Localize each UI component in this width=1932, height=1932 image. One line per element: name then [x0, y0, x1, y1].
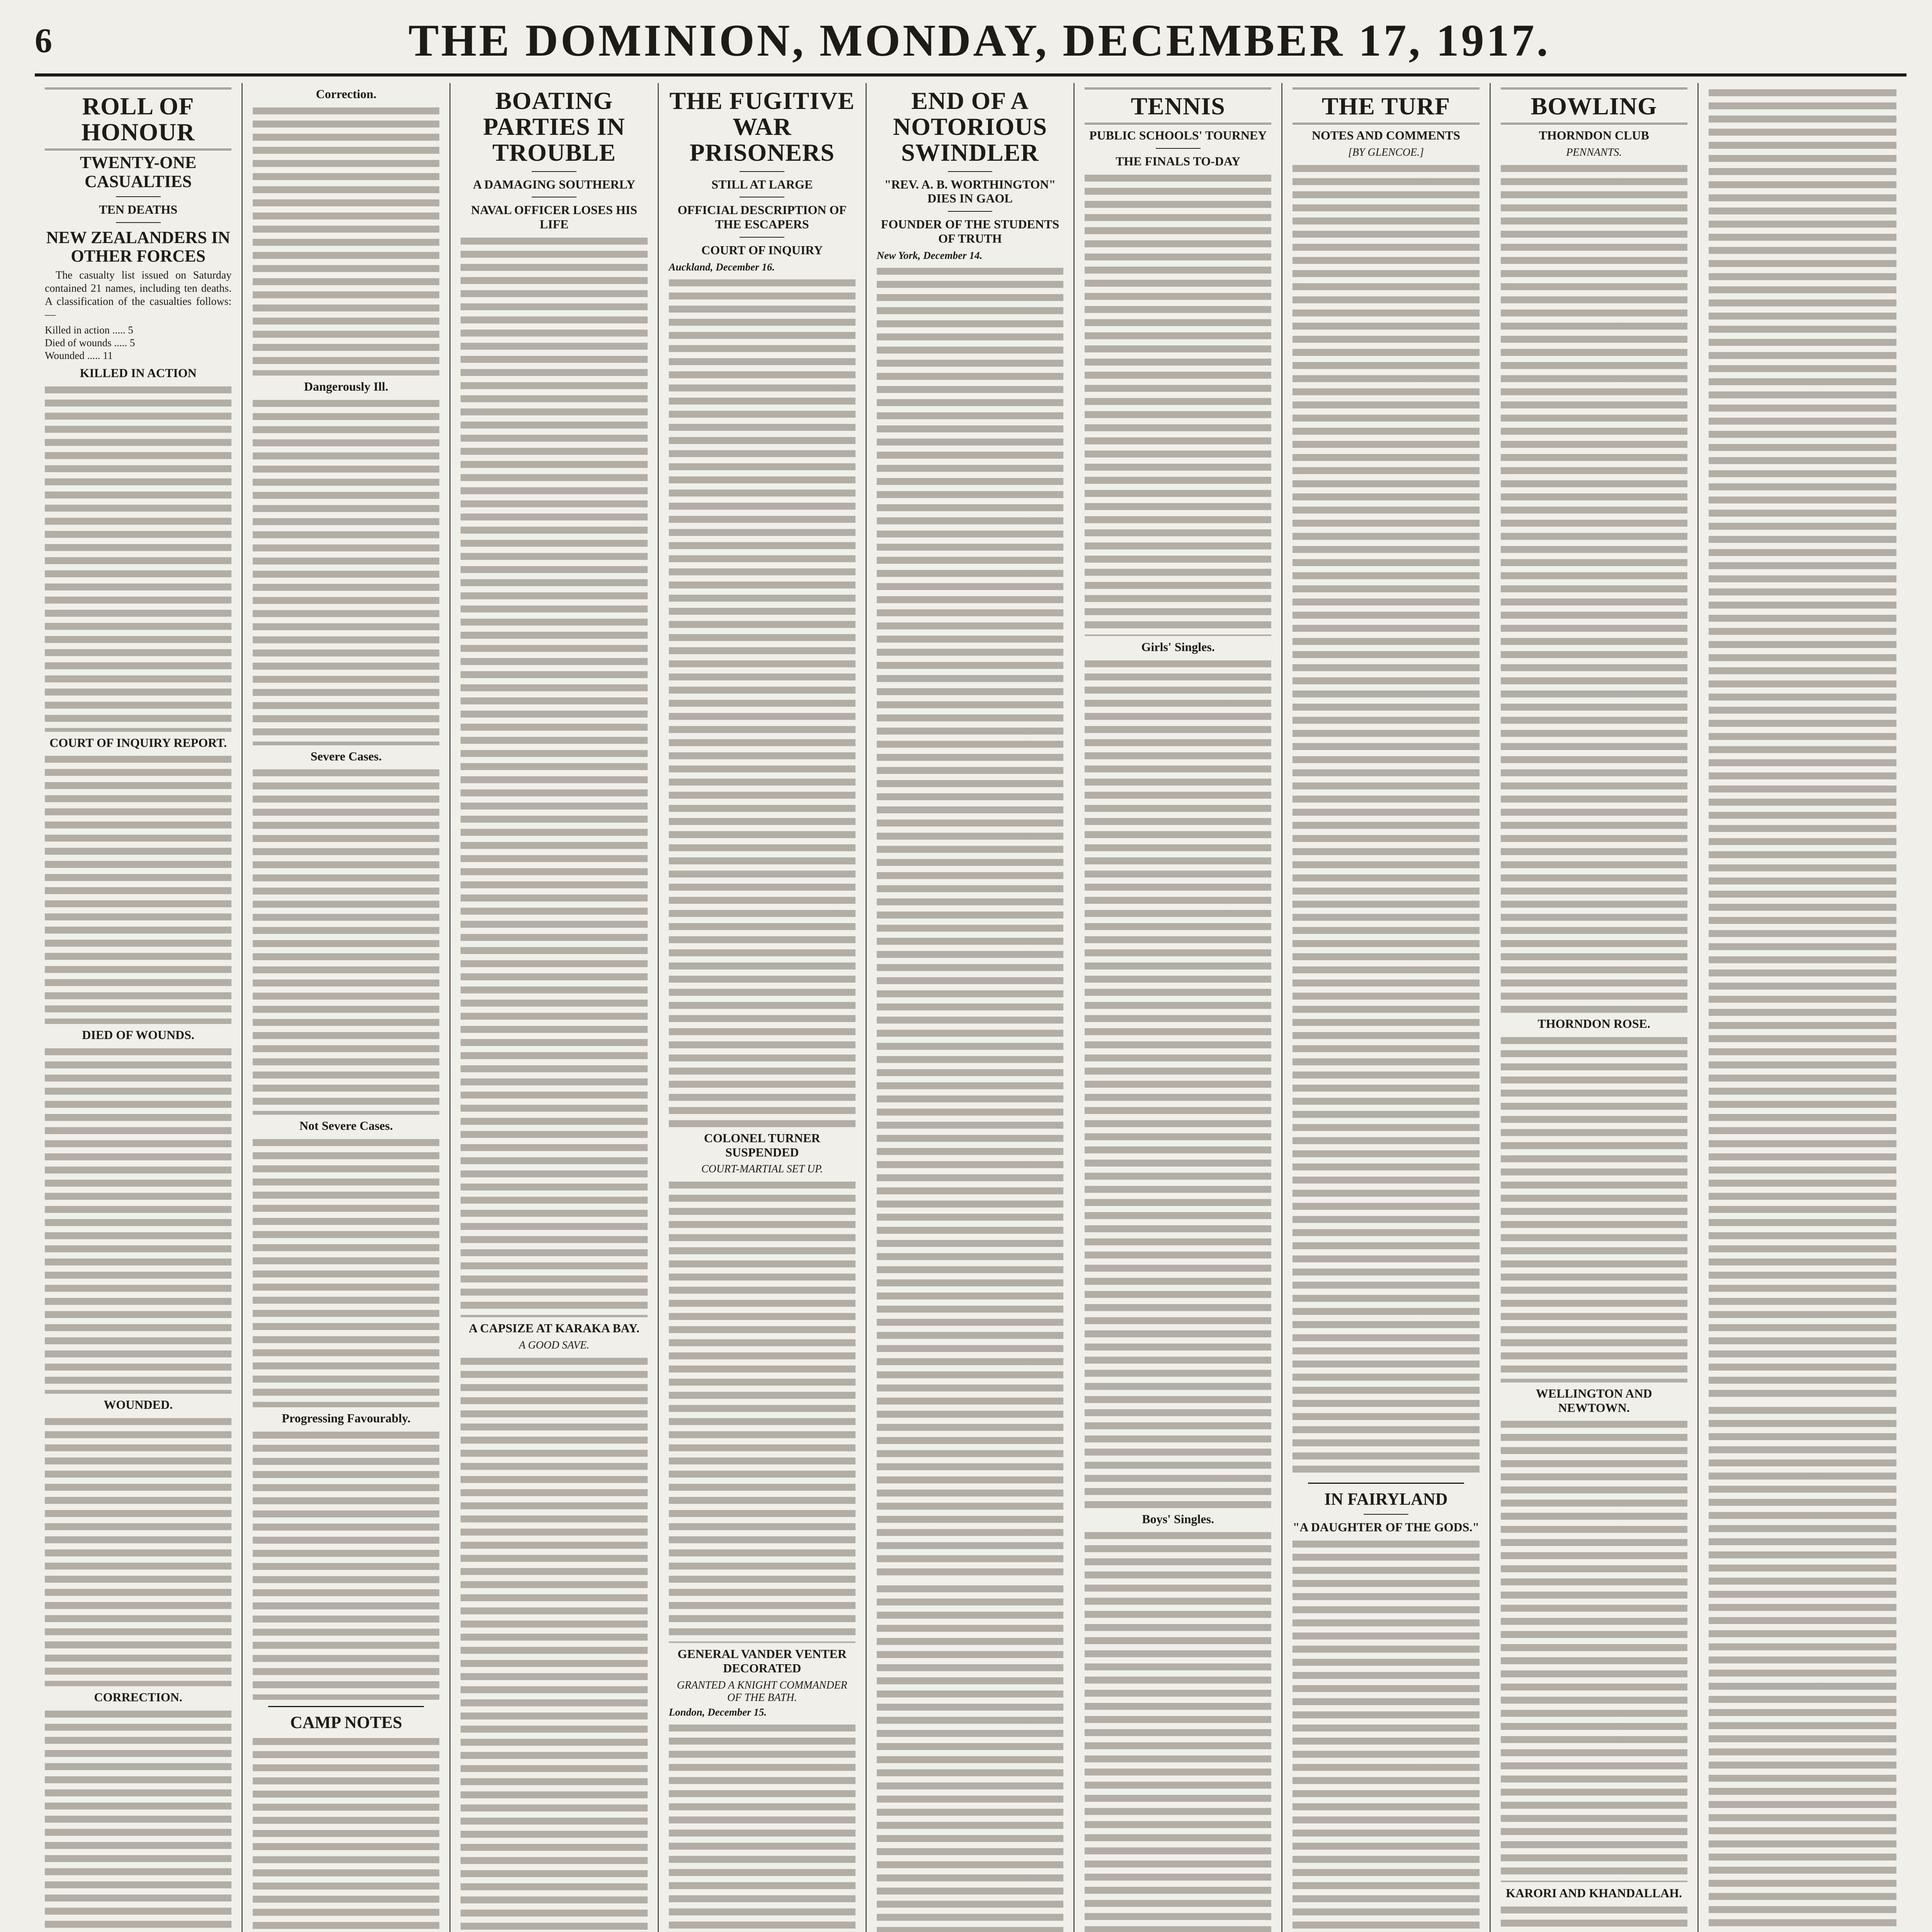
text-block: [1293, 163, 1479, 1476]
subhead-damaging-southerly: A DAMAGING SOUTHERLY: [473, 177, 636, 191]
headline-vander-venter: GENERAL VANDER VENTER DECORATED: [677, 1647, 847, 1675]
divider: [948, 171, 993, 172]
subhead-notes-comments: NOTES AND COMMENTS: [1311, 128, 1460, 143]
subhead-knight-commander: GRANTED A KNIGHT COMMANDER OF THE BATH.: [677, 1679, 847, 1704]
divider: [1364, 1514, 1408, 1515]
text-block: [45, 753, 231, 1024]
column-turf: [1282, 83, 1490, 1932]
text-block: [253, 1429, 439, 1700]
divider: [1308, 1483, 1464, 1484]
subhead-worthington: "REV. A. B. WORTHINGTON" DIES IN GAOL: [884, 177, 1056, 206]
divider: [116, 196, 161, 197]
text-block: [1085, 172, 1271, 636]
section-killed: KILLED IN ACTION: [80, 366, 197, 380]
text-block: [45, 1416, 231, 1686]
section-wellington-newtown: WELLINGTON AND NEWTOWN.: [1536, 1386, 1652, 1415]
section-progressing: Progressing Favourably.: [282, 1411, 411, 1425]
headline-boating-parties: BOATING PARTIES IN TROUBLE: [483, 87, 625, 167]
text-block: [1709, 1405, 1896, 1932]
divider: [948, 211, 993, 212]
byline-glencoe: [BY GLENCOE.]: [1348, 146, 1424, 158]
text-block: [1293, 1538, 1479, 1932]
newspaper-title: THE DOMINION, MONDAY, DECEMBER 17, 1917.: [408, 15, 1551, 66]
text-block: [253, 767, 439, 1115]
text-block: [1501, 1418, 1687, 1882]
subhead-students-of-truth: FOUNDER OF THE STUDENTS OF TRUTH: [881, 217, 1060, 245]
tally-killed: Killed in action ..... 5: [45, 324, 133, 336]
section-wounded: WOUNDED.: [104, 1398, 173, 1412]
text-block: [877, 265, 1063, 1579]
page-number: 6: [35, 21, 52, 60]
text-block: [877, 1583, 1063, 1932]
subhead-casualties: TWENTY-ONE CASUALTIES: [80, 153, 197, 191]
headline-bowling: BOWLING: [1501, 88, 1687, 124]
text-block: [253, 1137, 439, 1407]
text-block: [1501, 163, 1687, 1013]
column-swindler: [867, 83, 1075, 1932]
dateline-london: London, December 15.: [668, 1706, 767, 1718]
columns: [35, 83, 1906, 1932]
subhead-court-of-inquiry: COURT OF INQUIRY: [701, 243, 823, 257]
text-block: [45, 384, 231, 732]
subhead-pennants: PENNANTS.: [1566, 146, 1622, 158]
text-block: [669, 1179, 855, 1643]
text-block: [669, 277, 855, 1127]
column-tennis: [1075, 83, 1282, 1932]
article-lead: The casualty list issued on Saturday contained 21 names, including ten deaths. A classification of the casualties follows:—: [45, 269, 232, 321]
subhead-other-forces: NEW ZEALANDERS IN OTHER FORCES: [46, 228, 230, 266]
section-died: DIED OF WOUNDS.: [82, 1028, 194, 1042]
column-continuation: [1699, 83, 1906, 1932]
section-not-severe: Not Severe Cases.: [299, 1119, 393, 1133]
section-karori-khandallah: KARORI AND KHANDALLAH.: [1506, 1886, 1682, 1900]
subhead-good-save: A GOOD SAVE.: [519, 1339, 590, 1351]
text-block: [1501, 1035, 1687, 1383]
section-correction: CORRECTION.: [94, 1690, 182, 1704]
masthead: [35, 8, 1906, 77]
text-block: [1501, 1904, 1687, 1932]
column-war-prisoners: [659, 83, 867, 1932]
dateline-new-york: New York, December 14.: [876, 249, 983, 261]
text-block: [1085, 1530, 1271, 1932]
subhead-still-at-large: STILL AT LARGE: [711, 177, 813, 191]
dateline-auckland: Auckland, December 16.: [668, 261, 775, 273]
divider: [740, 237, 784, 238]
divider: [532, 171, 577, 172]
subhead-thorndon-club: THORNDON CLUB: [1539, 128, 1649, 143]
headline-fugitive-prisoners: THE FUGITIVE WAR PRISONERS: [669, 87, 855, 167]
text-block: [461, 235, 647, 1317]
subhead-finals: THE FINALS TO-DAY: [1116, 154, 1241, 168]
subhead-daughter-of-gods: "A DAUGHTER OF THE GODS.": [1293, 1520, 1480, 1534]
headline-fairyland: IN FAIRYLAND: [1324, 1489, 1448, 1509]
section-severe: Severe Cases.: [310, 749, 382, 763]
divider: [116, 222, 161, 223]
section-thorndon-rose: THORNDON ROSE.: [1537, 1016, 1650, 1031]
column-boating: [451, 83, 658, 1932]
subhead-schools-tourney: PUBLIC SCHOOLS' TOURNEY: [1089, 128, 1267, 143]
text-block: [461, 1355, 647, 1932]
section-inquiry: COURT OF INQUIRY REPORT.: [49, 735, 227, 750]
column-roll-of-honour: [35, 83, 243, 1932]
section-girls-singles: Girls' Singles.: [1141, 639, 1215, 654]
column-corrections-camp-notes: [243, 83, 451, 1932]
subhead-karaka-bay: A CAPSIZE AT KARAKA BAY.: [469, 1321, 639, 1335]
headline-roll-of-honour: ROLL OF HONOUR: [45, 88, 231, 150]
text-block: [1085, 658, 1271, 1508]
section-dangerously-ill: Dangerously Ill.: [304, 379, 388, 393]
headline-colonel-turner: COLONEL TURNER SUSPENDED: [704, 1131, 820, 1159]
tally-died: Died of wounds ..... 5: [45, 337, 135, 349]
column-bowling: [1491, 83, 1699, 1932]
subhead-ten-deaths: TEN DEATHS: [99, 202, 178, 217]
text-block: [253, 105, 439, 376]
subhead-naval-officer: NAVAL OFFICER LOSES HIS LIFE: [471, 203, 638, 231]
text-block: [669, 1722, 855, 1932]
subhead-official-description: OFFICIAL DESCRIPTION OF THE ESCAPERS: [677, 203, 847, 231]
text-block: [253, 398, 439, 745]
section-correction: Correction.: [316, 87, 377, 101]
section-boys-singles: Boys' Singles.: [1142, 1512, 1214, 1526]
divider: [740, 171, 784, 172]
divider: [268, 1706, 424, 1707]
headline-notorious-swindler: END OF A NOTORIOUS SWINDLER: [893, 87, 1047, 167]
subhead-court-martial: COURT-MARTIAL SET UP.: [701, 1163, 823, 1175]
headline-tennis: TENNIS: [1085, 88, 1271, 124]
text-block: [45, 1046, 231, 1394]
text-block: [1709, 87, 1896, 1401]
text-block: [253, 1736, 439, 1932]
tally-wounded: Wounded ..... 11: [45, 349, 113, 361]
headline-camp-notes: CAMP NOTES: [290, 1713, 402, 1732]
text-block: [45, 1708, 231, 1932]
divider: [1156, 148, 1201, 149]
headline-turf: THE TURF: [1293, 88, 1479, 124]
